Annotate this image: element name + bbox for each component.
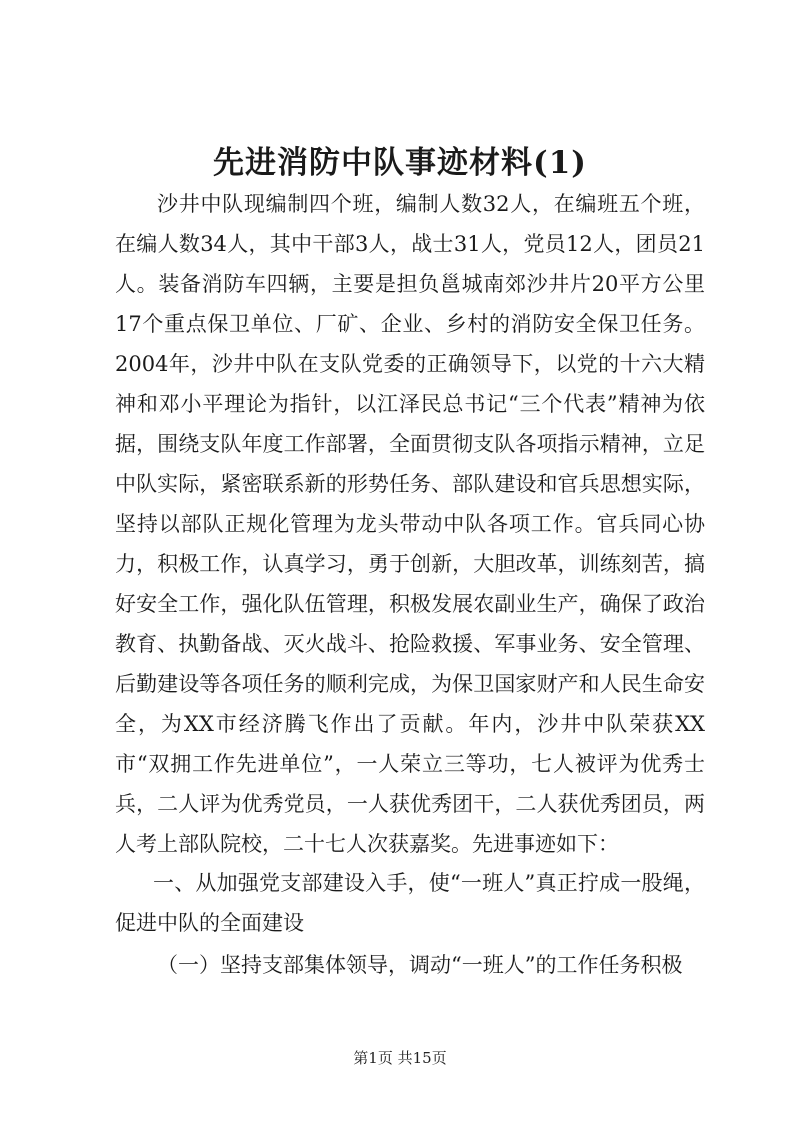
page-footer: 第1页 共15页 xyxy=(353,1049,447,1067)
document-title: 先进消防中队事迹材料(1) xyxy=(213,145,587,181)
subsection-heading-1: （一）坚持支部集体领导，调动“一班人”的工作任务积极 xyxy=(157,953,683,977)
section-heading-1: 一、从加强党支部建设入手，使“一班人”真正拧成一股绳，促进中队的全面建设 xyxy=(115,871,705,935)
paragraph-intro: 沙井中队现编制四个班，编制人数32人，在编班五个班，在编人数34人，其中干部3人，战士31人，党员12人，团员21人。装备消防车四辆，主要是担负邕城南郊沙井片20平方公里17个重点保卫单位、厂矿、企业、乡村的消防安全保卫任务。2004年，沙井中队在支队党委的正确领导下，以党的十六大精神和邓小平理论为指针，以江泽民总书记“三个代表”精神为依据，围绕支队年度工作部署，全面贯彻支队各项指示精神，立足中队实际，紧密联系新的形势任务、部队建设和官兵思想实际，坚持以部队正规化管理为龙头带动中队各项工作。官兵同心协力，积极工作，认真学习，勇于创新，大胆改革，训练刻苦，搞好安全工作，强化队伍管理，积极发展农副业生产，确保了政治教育、执勤备战、灭火战斗、抢险救援、军事业务、安全管理、后勤建设等各项任务的顺利完成，为保卫国家财产和人民生命安全，为XX市经济腾飞作出了贡献。年内，沙井中队荣获XX市“双拥工作先进单位”，一人荣立三等功，七人被评为优秀士兵，二人评为优秀党员，一人获优秀团干，二人获优秀团员，两人考上部队院校，二十七人次获嘉奖。先进事迹如下： xyxy=(115,192,705,856)
